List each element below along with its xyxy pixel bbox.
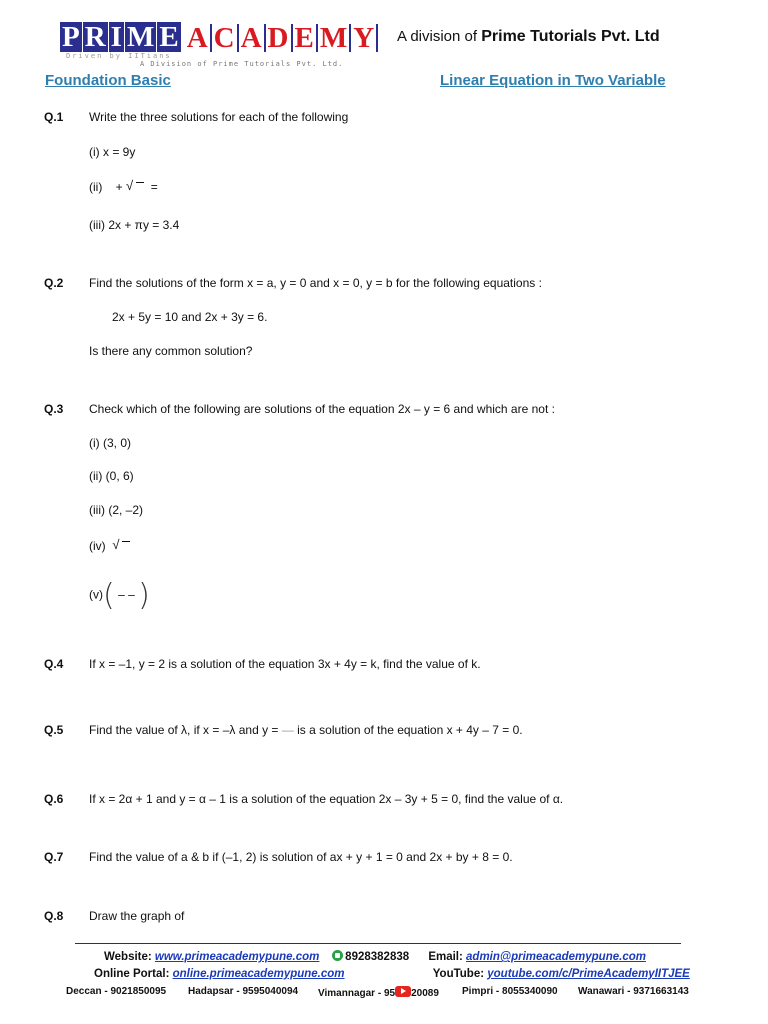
question-number: Q.6: [44, 792, 64, 806]
course-title: Foundation Basic: [45, 72, 171, 89]
division-name: Prime Tutorials Pvt. Ltd: [481, 28, 660, 45]
logo-prime: [60, 22, 182, 52]
logo: [60, 20, 378, 52]
question-text: Check which of the following are solutions of the equation 2x – y = 6 and which are not :: [89, 402, 555, 416]
portal-link[interactable]: online.primeacademypune.com: [172, 968, 345, 980]
question-number: Q.2: [44, 276, 64, 290]
question-number: Q.4: [44, 657, 64, 671]
logo-letter: C: [212, 24, 239, 52]
logo-tagline: Driven by IITians: [66, 52, 172, 60]
fraction-pair: – –: [118, 587, 135, 602]
email-label: Email:: [428, 951, 463, 963]
logo-letter: Y: [351, 24, 378, 52]
sub-label: (v): [89, 587, 103, 602]
question-text: Write the three solutions for each of the following: [89, 110, 349, 124]
question-number: Q.7: [44, 850, 64, 864]
logo-letter: A: [185, 24, 212, 52]
question-number: Q.8: [44, 909, 64, 923]
website-link[interactable]: www.primeacademypune.com: [154, 951, 320, 963]
footer-divider: [75, 943, 681, 944]
logo-letter: E: [159, 21, 179, 53]
logo-letter: P: [62, 21, 80, 53]
question-number: Q.5: [44, 723, 64, 737]
division-prefix: A division of: [397, 28, 478, 45]
square-root-icon: [126, 180, 144, 194]
chapter-title: Linear Equation in Two Variable: [440, 72, 666, 89]
question-text: Find the value of a & b if (–1, 2) is solution of ax + y + 1 = 0 and 2x + by + 8 = 0.: [89, 850, 513, 864]
question-text: If x = –1, y = 2 is a solution of the equation 3x + 4y = k, find the value of k.: [89, 657, 481, 671]
question-followup: Is there any common solution?: [89, 344, 253, 358]
plus-sign: +: [115, 180, 123, 194]
sub-question: (iii) (2, –2): [89, 503, 144, 517]
question-text: Draw the graph of: [89, 909, 185, 923]
email-link[interactable]: admin@primeacademypune.com: [466, 951, 646, 963]
branch-vimannagar: [318, 986, 439, 999]
phone-number[interactable]: 8928382838: [345, 951, 410, 963]
fraction-dash: —: [281, 723, 294, 737]
question-number: Q.3: [44, 402, 64, 416]
logo-letter: M: [126, 21, 155, 53]
sub-question: [89, 180, 158, 194]
logo-letter: M: [318, 24, 351, 52]
sub-question: (i) (3, 0): [89, 436, 131, 450]
sub-label: (iv): [89, 539, 106, 553]
branch-hadapsar: Hadapsar - 9595040094: [188, 986, 299, 997]
question-number: Q.1: [44, 110, 64, 124]
footer-contact-row: [104, 950, 646, 963]
sub-question: (ii) (0, 6): [89, 469, 134, 483]
logo-letter: I: [110, 21, 122, 53]
footer-portal-row: [94, 968, 690, 980]
branch-pimpri: Pimpri - 8055340090: [462, 986, 558, 997]
whatsapp-icon: [332, 950, 343, 961]
branch-wanawari: Wanawari - 9371663143: [578, 986, 689, 997]
logo-letter: E: [293, 24, 318, 52]
sub-question: [89, 539, 130, 553]
equals-sign: =: [150, 180, 158, 194]
close-paren-icon: ): [138, 578, 150, 613]
question-text: Find the solutions of the form x = a, y = 0 and x = 0, y = b for the following equations :: [89, 276, 542, 290]
sub-question: [89, 578, 150, 613]
youtube-label: YouTube:: [432, 968, 485, 980]
sub-question: (iii) 2x + πy = 3.4: [89, 218, 180, 232]
logo-letter: A: [239, 24, 266, 52]
logo-subtagline: A Division of Prime Tutorials Pvt. Ltd.: [140, 60, 344, 68]
logo-letter: D: [266, 24, 293, 52]
equation-line: 2x + 5y = 10 and 2x + 3y = 6.: [112, 310, 268, 324]
website-label: Website:: [104, 951, 152, 963]
branch-text: 20089: [411, 988, 439, 999]
division-text: [397, 28, 660, 46]
youtube-icon[interactable]: [395, 986, 411, 997]
question-text: [89, 723, 523, 737]
branch-text: Vimannagar - 95: [318, 988, 396, 999]
sub-label: (ii): [89, 180, 103, 194]
logo-letter: R: [84, 21, 106, 53]
youtube-link[interactable]: youtube.com/c/PrimeAcademyIITJEE: [487, 968, 690, 980]
branch-deccan: Deccan - 9021850095: [66, 986, 167, 997]
open-paren-icon: (: [103, 578, 115, 613]
logo-academy: [185, 24, 378, 52]
question-text: If x = 2α + 1 and y = α – 1 is a solution of the equation 2x – 3y + 5 = 0, find the value of α.: [89, 792, 564, 806]
portal-label: Online Portal:: [94, 968, 170, 980]
sub-question: (i) x = 9y: [89, 145, 136, 159]
square-root-icon: [112, 539, 130, 553]
question-text-part: Find the value of λ, if x = –λ and y =: [89, 723, 279, 737]
question-text-part: is a solution of the equation x + 4y – 7 = 0.: [297, 723, 523, 737]
